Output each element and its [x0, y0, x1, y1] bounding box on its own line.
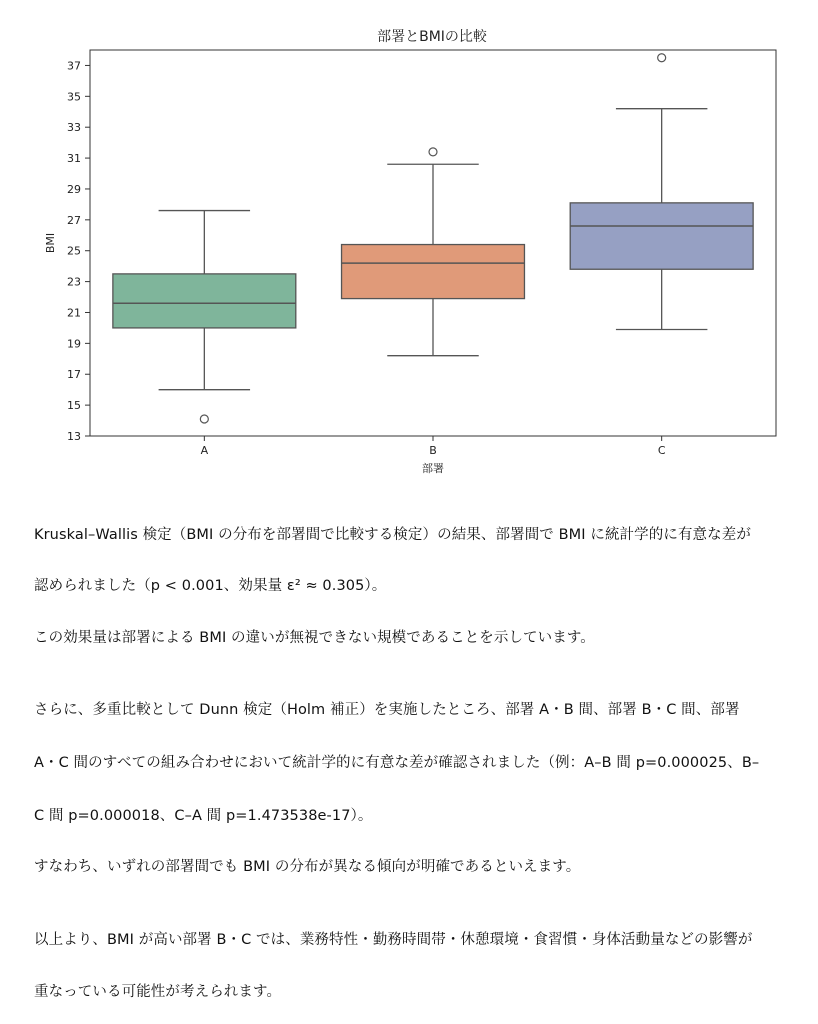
- box-body: [570, 203, 753, 269]
- x-tick-label: B: [429, 444, 437, 457]
- chart-title: 部署とBMIの比較: [377, 29, 487, 45]
- x-axis-label: 部署: [422, 462, 444, 475]
- y-tick-label: 33: [67, 121, 81, 135]
- y-tick-label: 25: [67, 244, 81, 258]
- y-tick-label: 13: [67, 430, 81, 443]
- paragraph-1-line-3: この効果量は部署による BMI の違いが無視できない規模であることを示しています。: [34, 630, 595, 646]
- outlier-point: [429, 148, 437, 156]
- x-tick-label: A: [200, 444, 209, 457]
- x-tick-label: C: [657, 444, 666, 457]
- paragraph-2-line-2: A・C 間のすべての組み合わせにおいて統計学的に有意な差が確認されました（例：A–B 間 p=0.000025、B–: [34, 755, 760, 771]
- paragraph-3-line-1: 以上より、BMI が高い部署 B・C では、業務特性・勤務時間帯・休憩環境・食習慣・身体活動量などの影響が: [34, 932, 753, 948]
- paragraph-1-line-1: Kruskal–Wallis 検定（BMI の分布を部署間で比較する検定）の結果、部署間で BMI に統計学的に有意な差が: [34, 527, 751, 543]
- box-group-b: [342, 148, 525, 356]
- y-tick-label: 23: [67, 275, 81, 289]
- box-group-c: [570, 54, 753, 330]
- paragraph-2-line-1: さらに、多重比較として Dunn 検定（Holm 補正）を実施したところ、部署 A・B 間、部署 B・C 間、部署: [34, 702, 740, 718]
- box-group-a: [113, 211, 296, 423]
- box-body: [342, 245, 525, 299]
- outlier-point: [200, 415, 208, 423]
- y-tick-label: 29: [67, 182, 81, 196]
- y-tick-label: 21: [67, 306, 81, 320]
- boxplot-chart: [0, 0, 818, 490]
- y-axis: [67, 59, 90, 443]
- y-tick-label: 37: [67, 59, 81, 73]
- outlier-point: [658, 54, 666, 62]
- y-tick-label: 19: [67, 337, 81, 351]
- chart-svg: [0, 0, 818, 490]
- box-body: [113, 274, 296, 328]
- y-tick-label: 27: [67, 213, 81, 227]
- y-tick-label: 31: [67, 152, 81, 166]
- boxes-layer: [113, 54, 753, 423]
- x-axis: [201, 436, 666, 457]
- paragraph-3-line-2: 重なっている可能性が考えられます。: [34, 984, 282, 1000]
- y-axis-label: BMI: [44, 232, 57, 254]
- y-tick-label: 35: [67, 90, 81, 104]
- paragraph-2-line-4: すなわち、いずれの部署間でも BMI の分布が異なる傾向が明確であるといえます。: [34, 859, 581, 875]
- paragraph-1-line-2: 認められました（p < 0.001、効果量 ε² ≈ 0.305）。: [34, 578, 387, 594]
- y-tick-label: 15: [67, 399, 81, 413]
- paragraph-2-line-3: C 間 p=0.000018、C–A 間 p=1.473538e-17）。: [34, 808, 373, 824]
- y-tick-label: 17: [67, 368, 81, 382]
